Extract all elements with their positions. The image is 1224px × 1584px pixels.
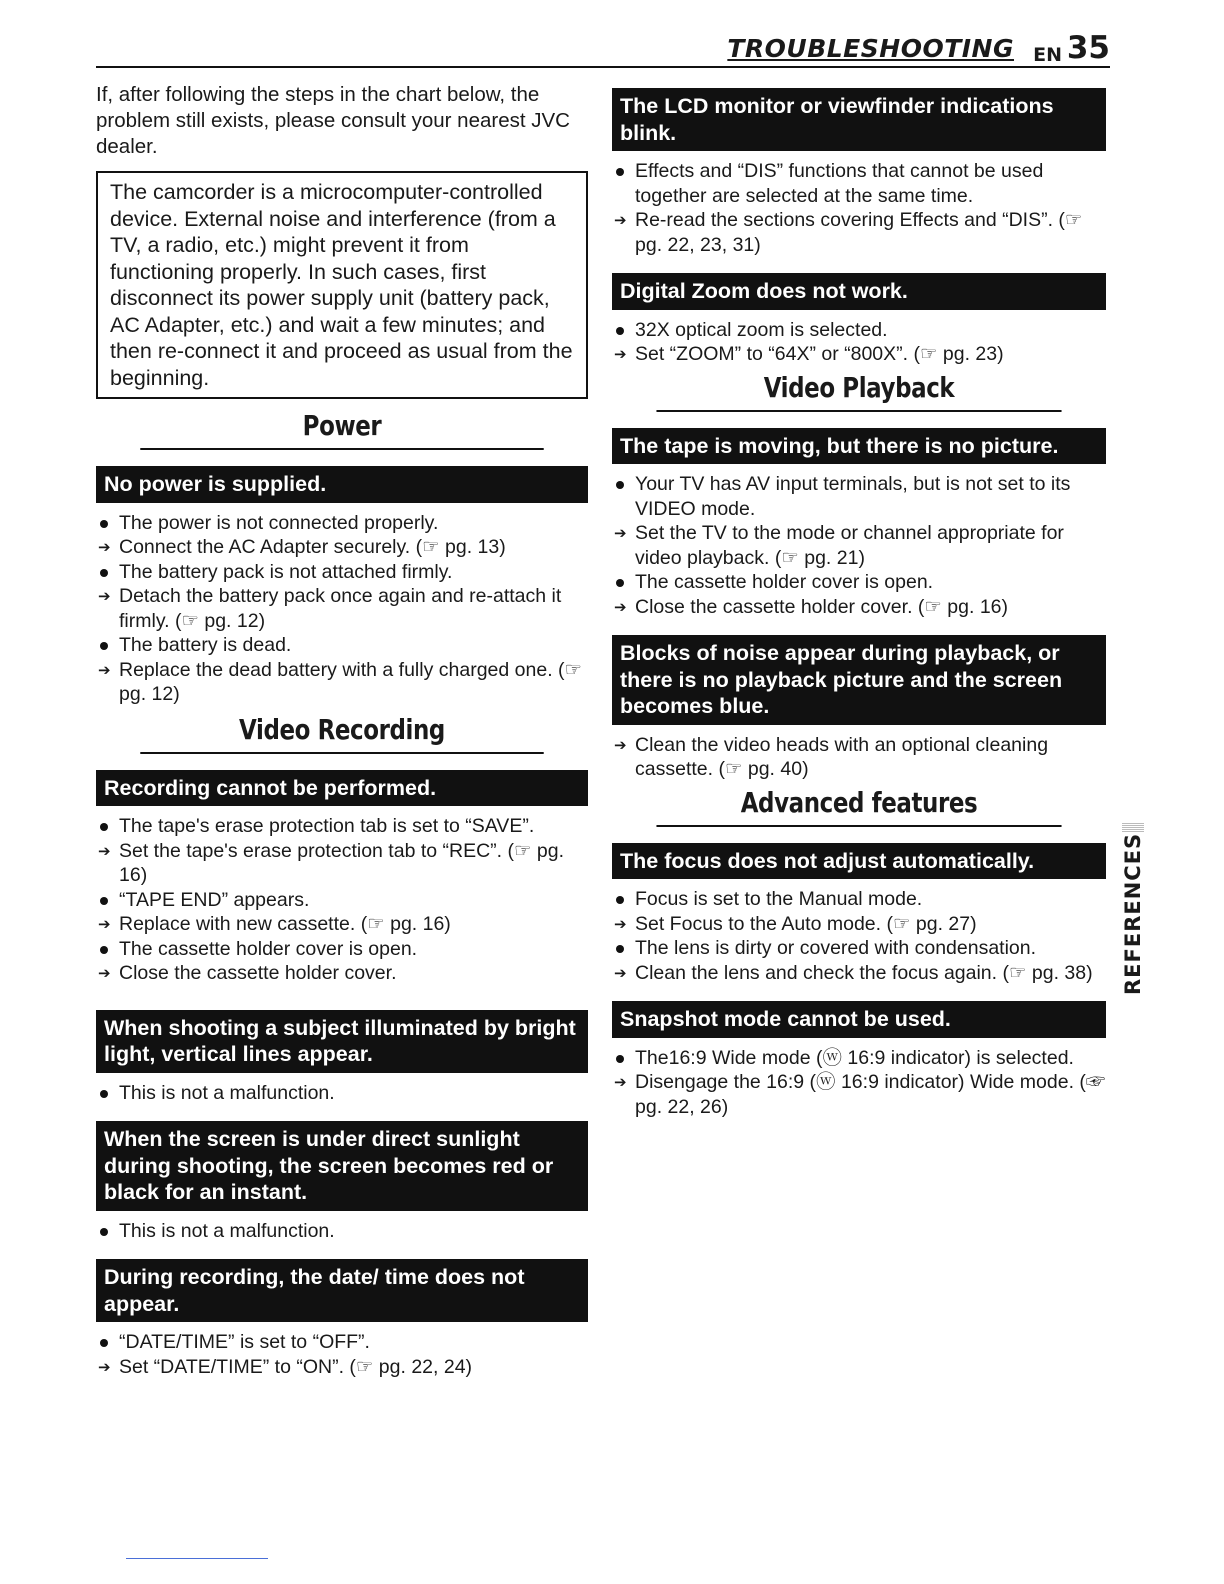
section-heading-video-playback: Video Playback: [656, 371, 1061, 412]
problem-bar-digital-zoom: Digital Zoom does not work.: [612, 273, 1106, 310]
problem-bar-vertical-lines: When shooting a subject illuminated by bright light, vertical lines appear.: [96, 1010, 588, 1073]
list-item: Connect the AC Adapter securely. (☞ pg. 13): [119, 536, 506, 558]
list-item: The lens is dirty or covered with condensation.: [635, 937, 1037, 959]
list-item: The power is not connected properly.: [119, 511, 439, 534]
list-item: The16:9 Wide mode (ⓦ 16:9 indicator) is selected.: [635, 1046, 1074, 1069]
list-item: Replace with new cassette. (☞ pg. 16): [119, 913, 451, 935]
left-column: [96, 82, 588, 1379]
list-item: Set Focus to the Auto mode. (☞ pg. 27): [635, 912, 977, 935]
list-item: The cassette holder cover is open.: [119, 937, 418, 960]
list-sunlight: [96, 1219, 588, 1244]
list-item: The battery pack is not attached firmly.: [119, 560, 453, 583]
list-item: Focus is set to the Manual mode.: [635, 888, 923, 910]
list-recording: [96, 814, 588, 986]
list-focus: [612, 887, 1106, 985]
list-item: Your TV has AV input terminals, but is not set to its VIDEO mode.: [635, 473, 1071, 520]
problem-bar-no-power: No power is supplied.: [96, 466, 588, 503]
list-item: Effects and “DIS” functions that cannot be used together are selected at the same time.: [635, 160, 1044, 207]
problem-bar-noise-blocks: Blocks of noise appear during playback, or there is no playback picture and the screen becomes blue.: [612, 635, 1106, 725]
list-noise-blocks: [612, 733, 1106, 782]
intro-text: If, after following the steps in the chart below, the problem still exists, please consult your nearest JVC dealer.: [96, 83, 570, 158]
list-item: The tape's erase protection tab is set to “SAVE”.: [119, 815, 535, 837]
list-item: Close the cassette holder cover.: [119, 962, 397, 984]
page-number: 35: [1066, 30, 1110, 66]
tab-stripe: [1122, 822, 1144, 832]
list-item: Set the tape's erase protection tab to “REC”. (☞ pg. 16): [119, 839, 565, 886]
list-no-picture: [612, 472, 1106, 619]
footer-rule: [126, 1558, 268, 1559]
note-box: The camcorder is a microcomputer-controlled device. External noise and interference (from a TV, a radio, etc.) might prevent it from functioning properly. In such cases, first disconnect its power supply unit (battery pack, AC Adapter, etc.) and wait a few minutes; and then re-connect it and proceed as usual from the beginning.: [96, 171, 588, 399]
list-item: Disengage the 16:9 (ⓦ 16:9 indicator) Wide mode. (☞ pg. 22, 26): [635, 1071, 1106, 1118]
list-item: Set “DATE/TIME” to “ON”. (☞ pg. 22, 24): [119, 1355, 473, 1378]
problem-bar-lcd-blink: The LCD monitor or viewfinder indications blink.: [612, 88, 1106, 151]
right-column: [612, 88, 1106, 1119]
list-item: Set the TV to the mode or channel appropriate for video playback. (☞ pg. 21): [635, 522, 1064, 569]
section-heading-advanced-features: Advanced features: [656, 786, 1061, 827]
side-tab-label: REFERENCES: [1121, 832, 1145, 995]
problem-bar-no-picture: The tape is moving, but there is no picture.: [612, 428, 1106, 465]
problem-bar-recording: Recording cannot be performed.: [96, 770, 588, 807]
list-lcd-blink: [612, 159, 1106, 257]
list-item: This is not a malfunction.: [119, 1081, 335, 1104]
problem-bar-date-time: During recording, the date/ time does not appear.: [96, 1259, 588, 1322]
section-heading-power: Power: [140, 409, 543, 450]
list-item: “TAPE END” appears.: [119, 888, 310, 911]
list-item: “DATE/TIME” is set to “OFF”.: [119, 1331, 370, 1353]
list-item: Clean the video heads with an optional cleaning cassette. (☞ pg. 40): [635, 733, 1049, 780]
header-language: EN: [1033, 44, 1062, 66]
list-item: Set “ZOOM” to “64X” or “800X”. (☞ pg. 23): [635, 343, 1004, 365]
list-item: Re-read the sections covering Effects and “DIS”. (☞ pg. 22, 23, 31): [635, 209, 1083, 256]
list-item: Clean the lens and check the focus again. (☞ pg. 38): [635, 961, 1093, 984]
list-item: Detach the battery pack once again and re-attach it firmly. (☞ pg. 12): [119, 585, 562, 632]
list-vertical-lines: [96, 1081, 588, 1106]
list-item: Close the cassette holder cover. (☞ pg. 16): [635, 595, 1009, 618]
side-tab-references: [1118, 822, 1146, 995]
problem-bar-focus: The focus does not adjust automatically.: [612, 843, 1106, 880]
list-digital-zoom: [612, 318, 1106, 367]
list-item: The battery is dead.: [119, 634, 292, 656]
list-item: Replace the dead battery with a fully charged one. (☞ pg. 12): [119, 658, 583, 705]
list-date-time: [96, 1330, 588, 1379]
list-power: [96, 511, 588, 707]
list-snapshot: [612, 1046, 1106, 1120]
problem-bar-snapshot: Snapshot mode cannot be used.: [612, 1001, 1106, 1038]
list-item: The cassette holder cover is open.: [635, 571, 934, 593]
list-item: This is not a malfunction.: [119, 1219, 335, 1242]
page-header: [96, 30, 1110, 68]
section-heading-video-recording: Video Recording: [140, 713, 543, 754]
problem-bar-sunlight: When the screen is under direct sunlight during shooting, the screen becomes red or black for an instant.: [96, 1121, 588, 1211]
list-item: 32X optical zoom is selected.: [635, 318, 888, 341]
header-title: TROUBLESHOOTING: [727, 34, 1014, 63]
